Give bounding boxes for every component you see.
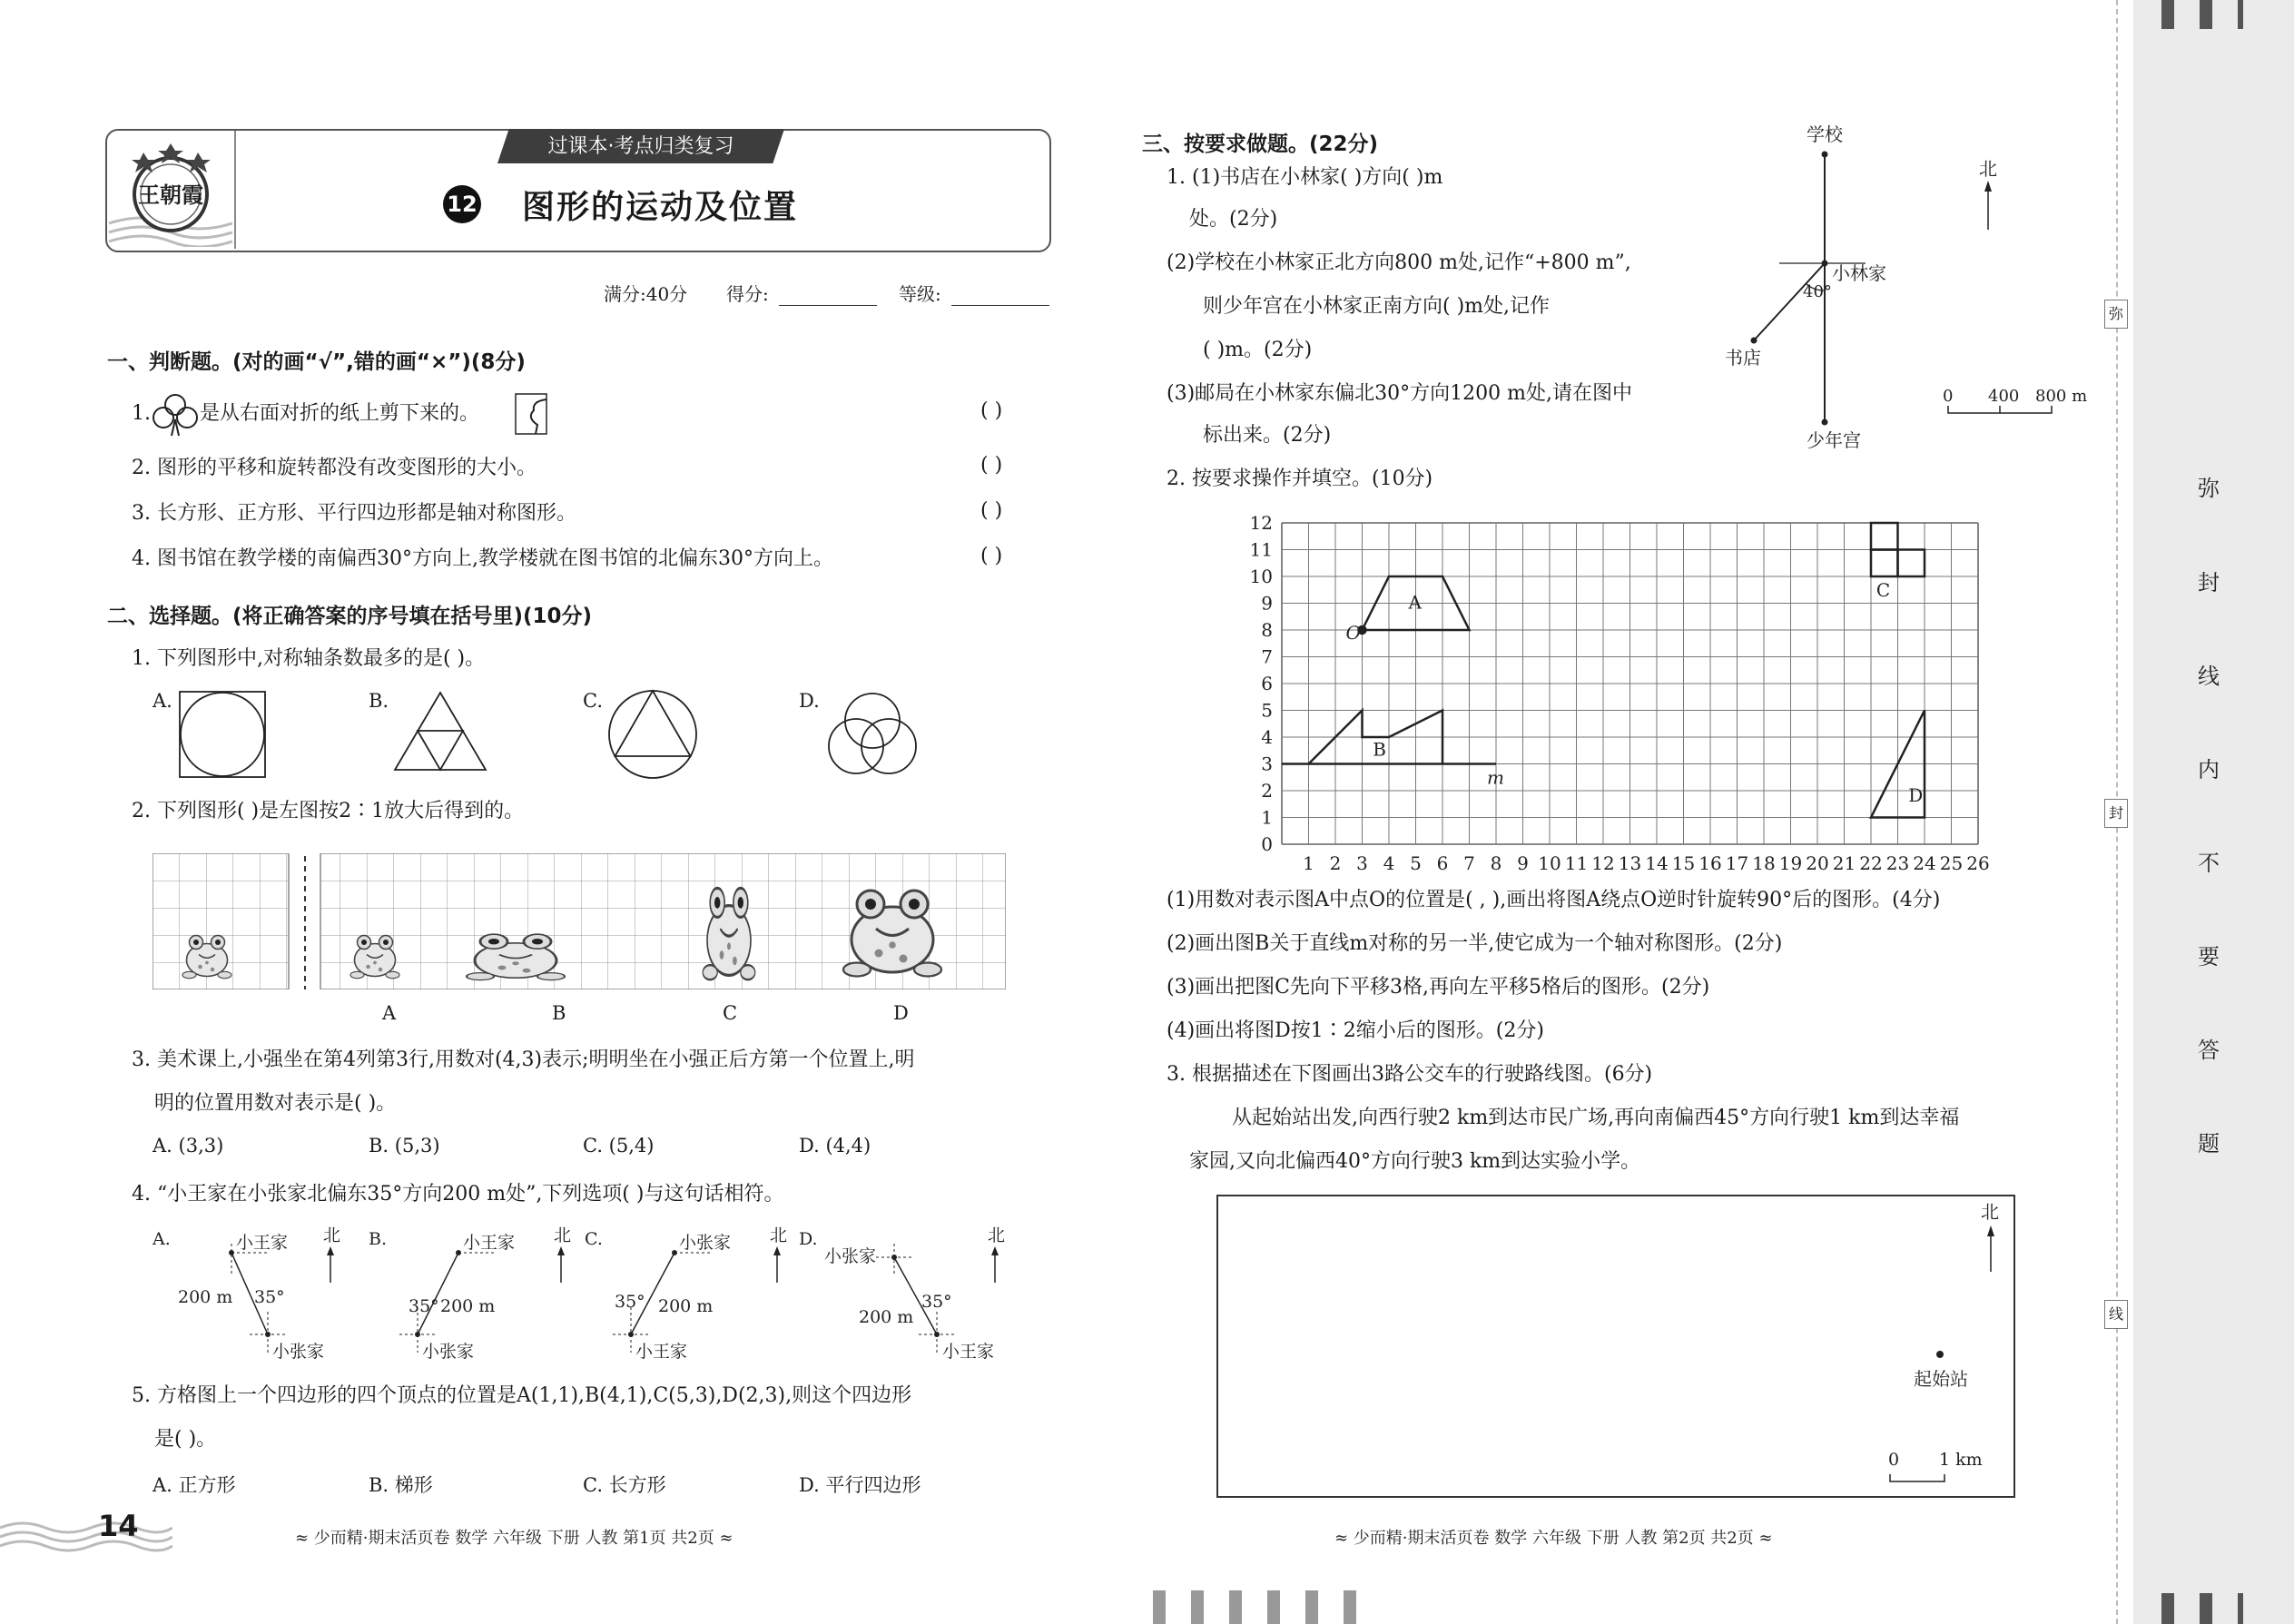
q4-b-angle: 35°	[409, 1296, 439, 1316]
s2-q2-label-b[interactable]: B	[552, 1002, 566, 1024]
q4-d-wang: 小王家	[942, 1342, 995, 1362]
q4-c-label: C.	[585, 1229, 603, 1249]
y-tick-label: 0	[1261, 833, 1273, 855]
q4-c-zhang: 小张家	[679, 1233, 732, 1253]
s2-q1: 1. 下列图形中,对称轴条数最多的是( )。	[132, 647, 486, 670]
s1-q4: 4. 图书馆在教学楼的南偏西30°方向上,教学楼就在图书馆的北偏东30°方向上。	[132, 547, 833, 570]
logo-emblem-icon	[107, 133, 234, 247]
s3-q2-c: (3)画出把图C先向下平移3格,再向左平移5格后的图形。(2分)	[1167, 976, 1710, 999]
s2-q4-diagrams	[145, 1221, 1017, 1375]
s1-q3-answer[interactable]: ( )	[980, 499, 1003, 522]
frog-grid-figure	[153, 853, 1006, 989]
s3-q3-desc-line1: 从起始站出发,向西行驶2 km到达市民广场,再向南偏西45°方向行驶1 km到达幸福	[1232, 1107, 1960, 1129]
s2-q1-opt-a[interactable]: A.	[153, 690, 172, 712]
q4-d-dist: 200 m	[859, 1307, 914, 1327]
x-tick-label: 19	[1778, 852, 1803, 874]
q4-c-dist: 200 m	[658, 1296, 714, 1316]
x-tick-label: 12	[1591, 852, 1615, 874]
map1-home: 小林家	[1832, 262, 1886, 284]
x-tick-label: 18	[1752, 852, 1776, 874]
y-tick-label: 1	[1261, 806, 1273, 829]
s2-q3-opt-a[interactable]: A. (3,3)	[153, 1135, 224, 1156]
map1-scale-400: 400	[1988, 387, 2020, 406]
s1-q3: 3. 长方形、正方形、平行四边形都是轴对称图形。	[132, 502, 576, 525]
s2-q2-label-a[interactable]: A	[382, 1002, 397, 1024]
x-tick-label: 4	[1383, 852, 1395, 874]
q4-a-north: 北	[323, 1225, 341, 1245]
x-tick-label: 24	[1913, 852, 1936, 874]
s2-q1-opt-b[interactable]: B.	[369, 690, 389, 712]
binding-top-bars	[2161, 0, 2243, 29]
s3-q1-b-line1: (2)学校在小林家正北方向800 m处,记作“+800 m”,	[1167, 251, 1631, 274]
q4-a-dist: 200 m	[178, 1287, 233, 1307]
map1-angle: 40°	[1803, 282, 1832, 301]
x-tick-label: 6	[1436, 852, 1449, 874]
x-tick-label: 2	[1329, 852, 1342, 874]
map1-youth: 少年宫	[1807, 429, 1861, 451]
score-total: 满分:40分	[604, 283, 688, 305]
x-tick-label: 21	[1832, 852, 1856, 874]
score-got-field[interactable]	[779, 305, 877, 306]
score-got-label: 得分:	[726, 283, 769, 305]
logo-text: 王朝霞	[138, 182, 203, 208]
map-1-diagram[interactable]	[1716, 123, 2088, 463]
q4-d-north: 北	[988, 1225, 1006, 1245]
coordinate-grid-chart[interactable]	[1235, 508, 1997, 881]
map1-scale-0: 0	[1943, 387, 1954, 406]
grid-lines	[1282, 523, 1978, 844]
s1-q2: 2. 图形的平移和旋转都没有改变图形的大小。	[132, 457, 537, 479]
s2-q5-opt-a[interactable]: A. 正方形	[153, 1474, 236, 1496]
s1-q1-text: 是从右面对折的纸上剪下来的。	[200, 402, 480, 425]
y-tick-label: 12	[1249, 512, 1273, 534]
s2-q2: 2. 下列图形( )是左图按2∶1放大后得到的。	[132, 800, 525, 822]
s3-q2: 2. 按要求操作并填空。(10分)	[1167, 468, 1433, 490]
circle-in-square-icon	[178, 690, 269, 779]
shape-c-cell	[1898, 550, 1925, 577]
x-tick-label: 9	[1517, 852, 1529, 874]
margin-mark-mi: 弥	[2104, 300, 2128, 329]
shape-c-cell	[1871, 550, 1898, 577]
s3-q1-a-line1: 1. (1)书店在小林家( )方向( )m	[1167, 166, 1443, 189]
s2-q5-opt-d[interactable]: D. 平行四边形	[799, 1474, 921, 1496]
x-tick-label: 16	[1698, 852, 1722, 874]
shape-c-label: C	[1876, 579, 1891, 602]
map1-scale-800: 800 m	[2035, 387, 2088, 406]
s1-q1-num: 1.	[132, 402, 151, 425]
s1-q4-answer[interactable]: ( )	[980, 545, 1003, 567]
s2-q2-label-c[interactable]: C	[723, 1002, 738, 1024]
q4-c-angle: 35°	[615, 1292, 645, 1312]
unit-number-badge: 12	[443, 185, 481, 223]
s3-q2-d: (4)画出将图D按1∶2缩小后的图形。(2分)	[1167, 1019, 1544, 1042]
margin-char-7: 答	[2198, 1038, 2220, 1063]
s2-q3-line2: 明的位置用数对表示是( )。	[154, 1092, 397, 1115]
q4-b-label: B.	[369, 1229, 388, 1249]
triforce-triangle-icon	[392, 690, 488, 772]
y-tick-label: 7	[1261, 645, 1273, 668]
s3-q1-c-line2: 标出来。(2分)	[1203, 424, 1332, 447]
q4-a-wang: 小王家	[236, 1233, 289, 1253]
s2-q3-opt-c[interactable]: C. (5,4)	[583, 1135, 655, 1156]
q4-c-wang: 小王家	[635, 1342, 688, 1362]
s3-q2-a: (1)用数对表示图A中点O的位置是( , ),画出将图A绕点O逆时针旋转90°后的图形。(4分)	[1167, 889, 1941, 911]
trefoil-knot-icon	[822, 690, 922, 775]
s2-q3-opt-d[interactable]: D. (4,4)	[799, 1135, 871, 1156]
margin-char-8: 题	[2198, 1131, 2220, 1156]
s2-q5-opt-b[interactable]: B. 梯形	[369, 1474, 433, 1496]
s3-q1-c-line1: (3)邮局在小林家东偏北30°方向1200 m处,请在图中	[1167, 382, 1632, 405]
page-wave-decoration-icon	[0, 1511, 172, 1557]
x-tick-label: 22	[1859, 852, 1883, 874]
y-tick-label: 10	[1249, 566, 1273, 587]
s2-q3-opt-b[interactable]: B. (5,3)	[369, 1135, 440, 1156]
x-tick-label: 3	[1356, 852, 1368, 874]
clover-shape-icon	[150, 392, 201, 438]
x-tick-label: 26	[1966, 852, 1990, 874]
q4-b-dist: 200 m	[440, 1296, 496, 1316]
x-tick-label: 1	[1303, 852, 1314, 874]
margin-char-1: 弥	[2198, 476, 2220, 501]
s2-q5-line2: 是( )。	[154, 1428, 217, 1451]
map2-start: 起始站	[1914, 1368, 1968, 1390]
margin-char-2: 封	[2198, 570, 2220, 595]
footer-left: ≈ 少而精·期末活页卷 数学 六年级 下册 人教 第1页 共2页 ≈	[295, 1529, 733, 1548]
q4-d-angle: 35°	[921, 1292, 952, 1312]
y-tick-label: 3	[1261, 753, 1273, 775]
s3-q3-desc-line2: 家园,又向北偏西40°方向行驶3 km到达实验小学。	[1189, 1150, 1641, 1173]
shape-a-label: A	[1408, 591, 1422, 614]
y-tick-label: 8	[1261, 619, 1273, 641]
q4-a-label: A.	[153, 1229, 171, 1249]
y-tick-label: 5	[1261, 699, 1273, 722]
margin-char-5: 不	[2198, 851, 2220, 876]
s2-q4: 4. “小王家在小张家北偏东35°方向200 m处”,下列选项( )与这句话相符。	[132, 1183, 784, 1206]
s3-q1-b-line2: 则少年宫在小林家正南方向( )m处,记作	[1203, 295, 1551, 318]
x-tick-label: 15	[1671, 852, 1696, 874]
y-tick-label: 4	[1261, 726, 1273, 748]
x-tick-label: 20	[1806, 852, 1829, 874]
x-tick-label: 25	[1939, 852, 1964, 874]
folded-paper-icon	[514, 392, 548, 436]
q4-b-north: 北	[554, 1225, 572, 1245]
s2-q5-opt-c[interactable]: C. 长方形	[583, 1474, 666, 1496]
s1-q1-answer[interactable]: ( )	[980, 399, 1003, 422]
q4-a-angle: 35°	[254, 1287, 285, 1307]
margin-char-4: 内	[2198, 757, 2220, 782]
grade-label: 等级:	[899, 283, 941, 305]
map1-bookstore: 书店	[1725, 347, 1761, 369]
x-tick-label: 17	[1725, 852, 1749, 874]
x-tick-label: 5	[1410, 852, 1422, 874]
section-2-title: 二、选择题。(将正确答案的序号填在括号里)(10分)	[107, 605, 593, 628]
y-tick-label: 6	[1261, 673, 1273, 694]
triangle-in-circle-icon	[606, 688, 699, 781]
grade-field[interactable]	[951, 305, 1049, 306]
s3-q2-b: (2)画出图B关于直线m对称的另一半,使它成为一个轴对称图形。(2分)	[1167, 932, 1783, 955]
bottom-bars	[1153, 1590, 1371, 1624]
bus-route-map-marks	[1216, 1195, 2015, 1498]
banner-text: 过课本·考点归类复习	[547, 135, 734, 158]
s2-q2-label-d[interactable]: D	[893, 1002, 909, 1024]
binding-margin-strip	[2133, 0, 2294, 1624]
section-3-title: 三、按要求做题。(22分)	[1142, 133, 1379, 156]
s2-q1-opt-c[interactable]: C.	[583, 690, 603, 712]
map1-school: 学校	[1807, 123, 1843, 145]
s1-q2-answer[interactable]: ( )	[980, 454, 1003, 477]
map2-scale-1km: 1 km	[1939, 1450, 1983, 1470]
y-tick-label: 9	[1261, 592, 1273, 615]
x-tick-label: 8	[1490, 852, 1502, 874]
y-tick-label: 2	[1261, 780, 1273, 802]
margin-char-6: 要	[2198, 944, 2220, 969]
x-tick-label: 13	[1618, 852, 1642, 874]
s2-q1-opt-d[interactable]: D.	[799, 690, 820, 712]
s3-q3: 3. 根据描述在下图画出3路公交车的行驶路线图。(6分)	[1167, 1063, 1653, 1086]
q4-d-label: D.	[799, 1229, 818, 1249]
q4-b-zhang: 小张家	[422, 1342, 475, 1362]
margin-mark-feng: 封	[2104, 799, 2128, 828]
shape-c-cell	[1871, 523, 1898, 550]
s3-q1-b-line3: ( )m。(2分)	[1203, 339, 1313, 361]
q4-d-zhang: 小张家	[824, 1246, 877, 1266]
x-tick-label: 23	[1885, 852, 1910, 874]
x-tick-label: 14	[1645, 852, 1669, 874]
margin-mark-xian: 线	[2104, 1300, 2128, 1329]
footer-right: ≈ 少而精·期末活页卷 数学 六年级 下册 人教 第2页 共2页 ≈	[1334, 1529, 1773, 1548]
map2-north: 北	[1981, 1201, 1999, 1223]
x-tick-label: 10	[1538, 852, 1561, 874]
map2-scale-0: 0	[1888, 1450, 1900, 1470]
section-1-title: 一、判断题。(对的画“√”,错的画“×”)(8分)	[107, 350, 526, 374]
line-m-label: m	[1487, 766, 1504, 789]
y-tick-label: 11	[1249, 538, 1273, 561]
q4-c-north: 北	[770, 1225, 788, 1245]
logo-divider	[234, 131, 236, 249]
shape-d-label: D	[1908, 783, 1924, 806]
page-number: 14	[98, 1509, 139, 1543]
map1-north: 北	[1979, 158, 1997, 180]
page-title: 图形的运动及位置	[522, 189, 799, 226]
binding-bottom-bars	[2161, 1593, 2243, 1624]
q4-a-zhang: 小张家	[272, 1342, 325, 1362]
s3-q1-a-line2: 处。(2分)	[1189, 208, 1278, 231]
s2-q3-line1: 3. 美术课上,小强坐在第4列第3行,用数对(4,3)表示;明明坐在小强正后方第一个位置上,明	[132, 1048, 915, 1071]
margin-char-3: 线	[2198, 664, 2220, 689]
x-tick-label: 11	[1564, 852, 1589, 874]
point-o-label: O	[1345, 622, 1361, 644]
s2-q5-line1: 5. 方格图上一个四边形的四个顶点的位置是A(1,1),B(4,1),C(5,3),D(2,3),则这个四边形	[132, 1384, 912, 1407]
q4-b-wang: 小王家	[463, 1233, 516, 1253]
shape-b-label: B	[1373, 738, 1387, 761]
x-tick-label: 7	[1463, 852, 1475, 874]
